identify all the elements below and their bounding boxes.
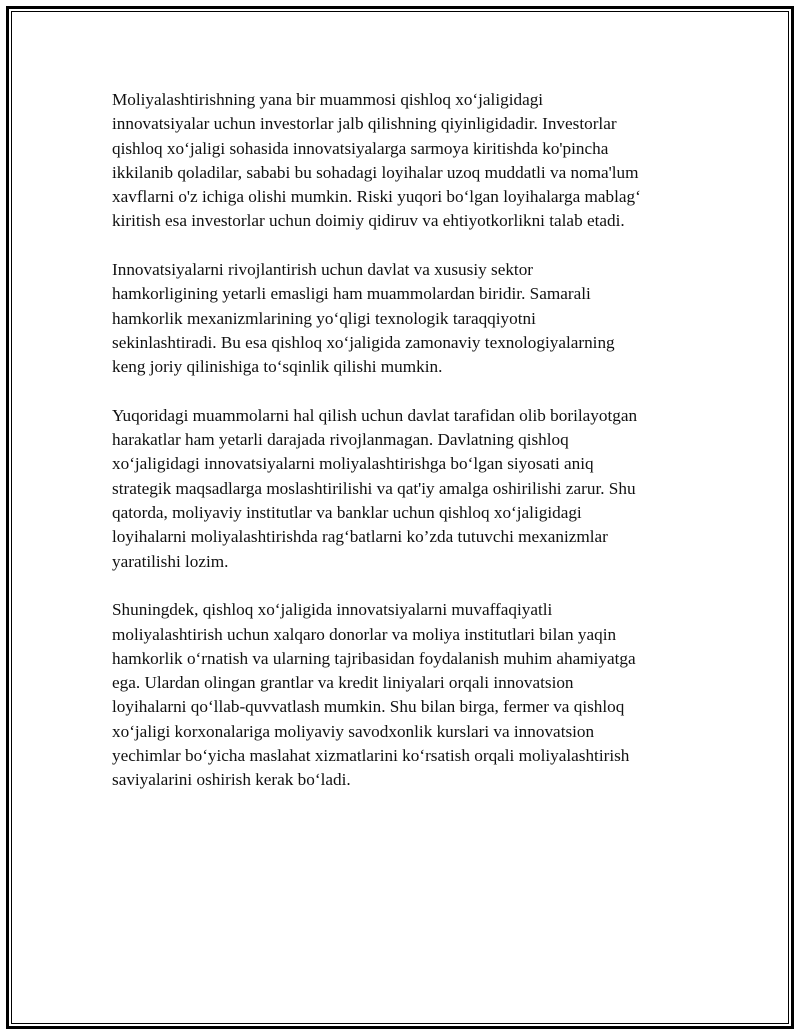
text-line: xo‘jaligidagi innovatsiyalarni moliyalashtirishga bo‘lgan siyosati aniq <box>112 454 594 474</box>
text-line: keng joriy qilinishiga to‘sqinlik qilishi mumkin. <box>112 357 443 377</box>
text-line: Moliyalashtirishning yana bir muammosi qishloq xo‘jaligidagi <box>112 90 544 109</box>
text-line: yaratilishi lozim. <box>112 551 229 571</box>
text-line: yechimlar bo‘yicha maslahat xizmatlarini ko‘rsatish orqali moliyalashtirish <box>112 746 630 766</box>
text-line: harakatlar ham yetarli darajada rivojlanmagan. Davlatning qishloq <box>112 430 569 450</box>
text-line: loyihalarni qo‘llab-quvvatlash mumkin. Shu bilan birga, fermer va qishloq <box>112 697 625 717</box>
text-line: kiritish esa investorlar uchun doimiy qidiruv va ehtiyotkorlikni talab etadi. <box>112 211 625 231</box>
text-line: hamkorlik o‘rnatish va ularning tajribasidan foydalanish muhim ahamiyatga <box>112 648 636 668</box>
text-line: qatorda, moliyaviy institutlar va banklar uchun qishloq xo‘jaligidagi <box>112 503 582 523</box>
paragraph-4 <box>112 598 692 792</box>
text-line: ikkilanib qoladilar, sababi bu sohadagi loyihalar uzoq muddatli va noma'lum <box>112 162 639 182</box>
text-line: saviyalarini oshirish kerak bo‘ladi. <box>112 770 351 790</box>
text-line: hamkorlik mexanizmlarining yo‘qligi texnologik taraqqiyotni <box>112 308 536 328</box>
text-line: loyihalarni moliyalashtirishda rag‘batlarni ko’zda tutuvchi mexanizmlar <box>112 527 608 547</box>
text-line: Innovatsiyalarni rivojlantirish uchun davlat va xususiy sektor <box>112 260 534 280</box>
text-line: qishloq xo‘jaligi sohasida innovatsiyalarga sarmoya kiritishda ko'pincha <box>112 138 609 158</box>
text-line: Shuningdek, qishloq xo‘jaligida innovatsiyalarni muvaffaqiyatli <box>112 600 553 620</box>
paragraph-2 <box>112 258 692 379</box>
text-line: strategik maqsadlarga moslashtirilishi va qat'iy amalga oshirilishi zarur. Shu <box>112 478 636 498</box>
text-line: Yuqoridagi muammolarni hal qilish uchun davlat tarafidan olib borilayotgan <box>112 405 638 425</box>
text-line: innovatsiyalar uchun investorlar jalb qilishning qiyinligidadir. Investorlar <box>112 114 617 134</box>
text-line: moliyalashtirish uchun xalqaro donorlar va moliya institutlari bilan yaqin <box>112 624 617 644</box>
text-line: xavflarni o'z ichiga olishi mumkin. Riski yuqori bo‘lgan loyihalarga mablag‘ <box>112 187 641 207</box>
paragraph-1 <box>112 88 692 234</box>
text-line: hamkorligining yetarli emasligi ham muammolardan biridir. Samarali <box>112 284 591 304</box>
paragraph-3 <box>112 404 692 574</box>
document-body <box>112 88 692 817</box>
text-line: xo‘jaligi korxonalariga moliyaviy savodxonlik kurslari va innovatsion <box>112 721 595 741</box>
text-line: ega. Ulardan olingan grantlar va kredit liniyalari orqali innovatsion <box>112 673 574 693</box>
text-line: sekinlashtiradi. Bu esa qishloq xo‘jaligida zamonaviy texnologiyalarning <box>112 332 615 352</box>
